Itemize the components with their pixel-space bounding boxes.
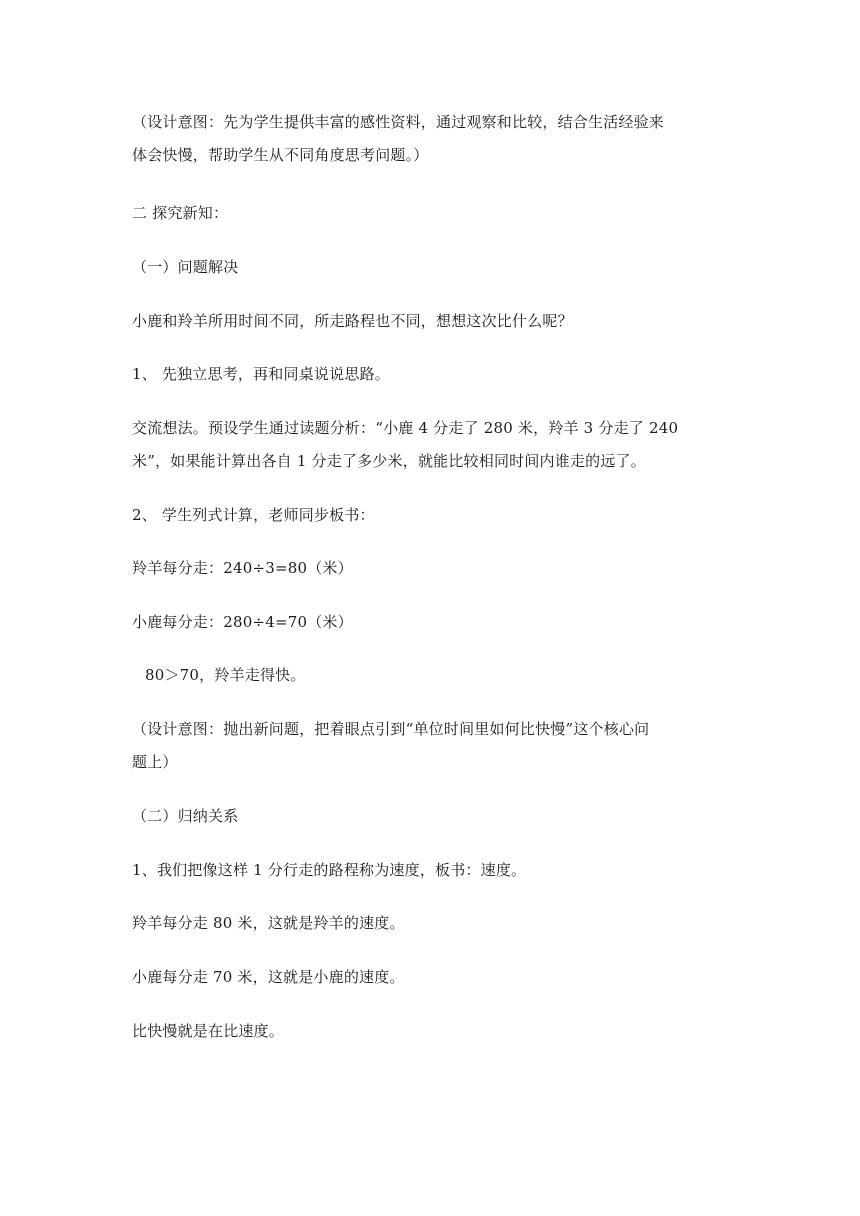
- speed-definition: 1、我们把像这样 1 分行走的路程称为速度，板书：速度。: [132, 861, 527, 879]
- antelope-speed: 羚羊每分走 80 米，这就是羚羊的速度。: [132, 914, 405, 932]
- question-paragraph: 小鹿和羚羊所用时间不同，所走路程也不同，想想这次比什么呢？: [132, 312, 573, 330]
- step-1: 1、 先独立思考，再和同桌说说思路。: [132, 365, 390, 383]
- deer-calculation: 小鹿每分走：280÷4=70（米）: [132, 613, 353, 631]
- section-heading-explore: 二 探究新知：: [132, 204, 229, 222]
- design-intent-1-line-2: 体会快慢，帮助学生从不同角度思考问题。）: [132, 146, 429, 164]
- comparison-result: 80＞70，羚羊走得快。: [145, 666, 306, 684]
- antelope-calculation: 羚羊每分走：240÷3=80（米）: [132, 559, 353, 577]
- design-intent-2-line-1: （设计意图：抛出新问题，把着眼点引到“单位时间里如何比快慢”这个核心问: [132, 720, 650, 738]
- exchange-paragraph-line-1: 交流想法。预设学生通过读题分析：“小鹿 4 分走了 280 米，羚羊 3 分走了 240: [132, 419, 679, 437]
- exchange-paragraph-line-2: 米”，如果能计算出各自 1 分走了多少米，就能比较相同时间内谁走的远了。: [132, 452, 646, 470]
- deer-speed: 小鹿每分走 70 米，这就是小鹿的速度。: [132, 968, 405, 986]
- design-intent-2-line-2: 题上）: [132, 753, 178, 771]
- subsection-heading-relations: （二）归纳关系: [132, 807, 239, 825]
- subsection-heading-problem-solving: （一）问题解决: [132, 258, 239, 276]
- design-intent-1-line-1: （设计意图：先为学生提供丰富的感性资料，通过观察和比较，结合生活经验来: [132, 113, 665, 131]
- step-2: 2、 学生列式计算，老师同步板书：: [132, 506, 375, 524]
- compare-speed-conclusion: 比快慢就是在比速度。: [132, 1022, 285, 1040]
